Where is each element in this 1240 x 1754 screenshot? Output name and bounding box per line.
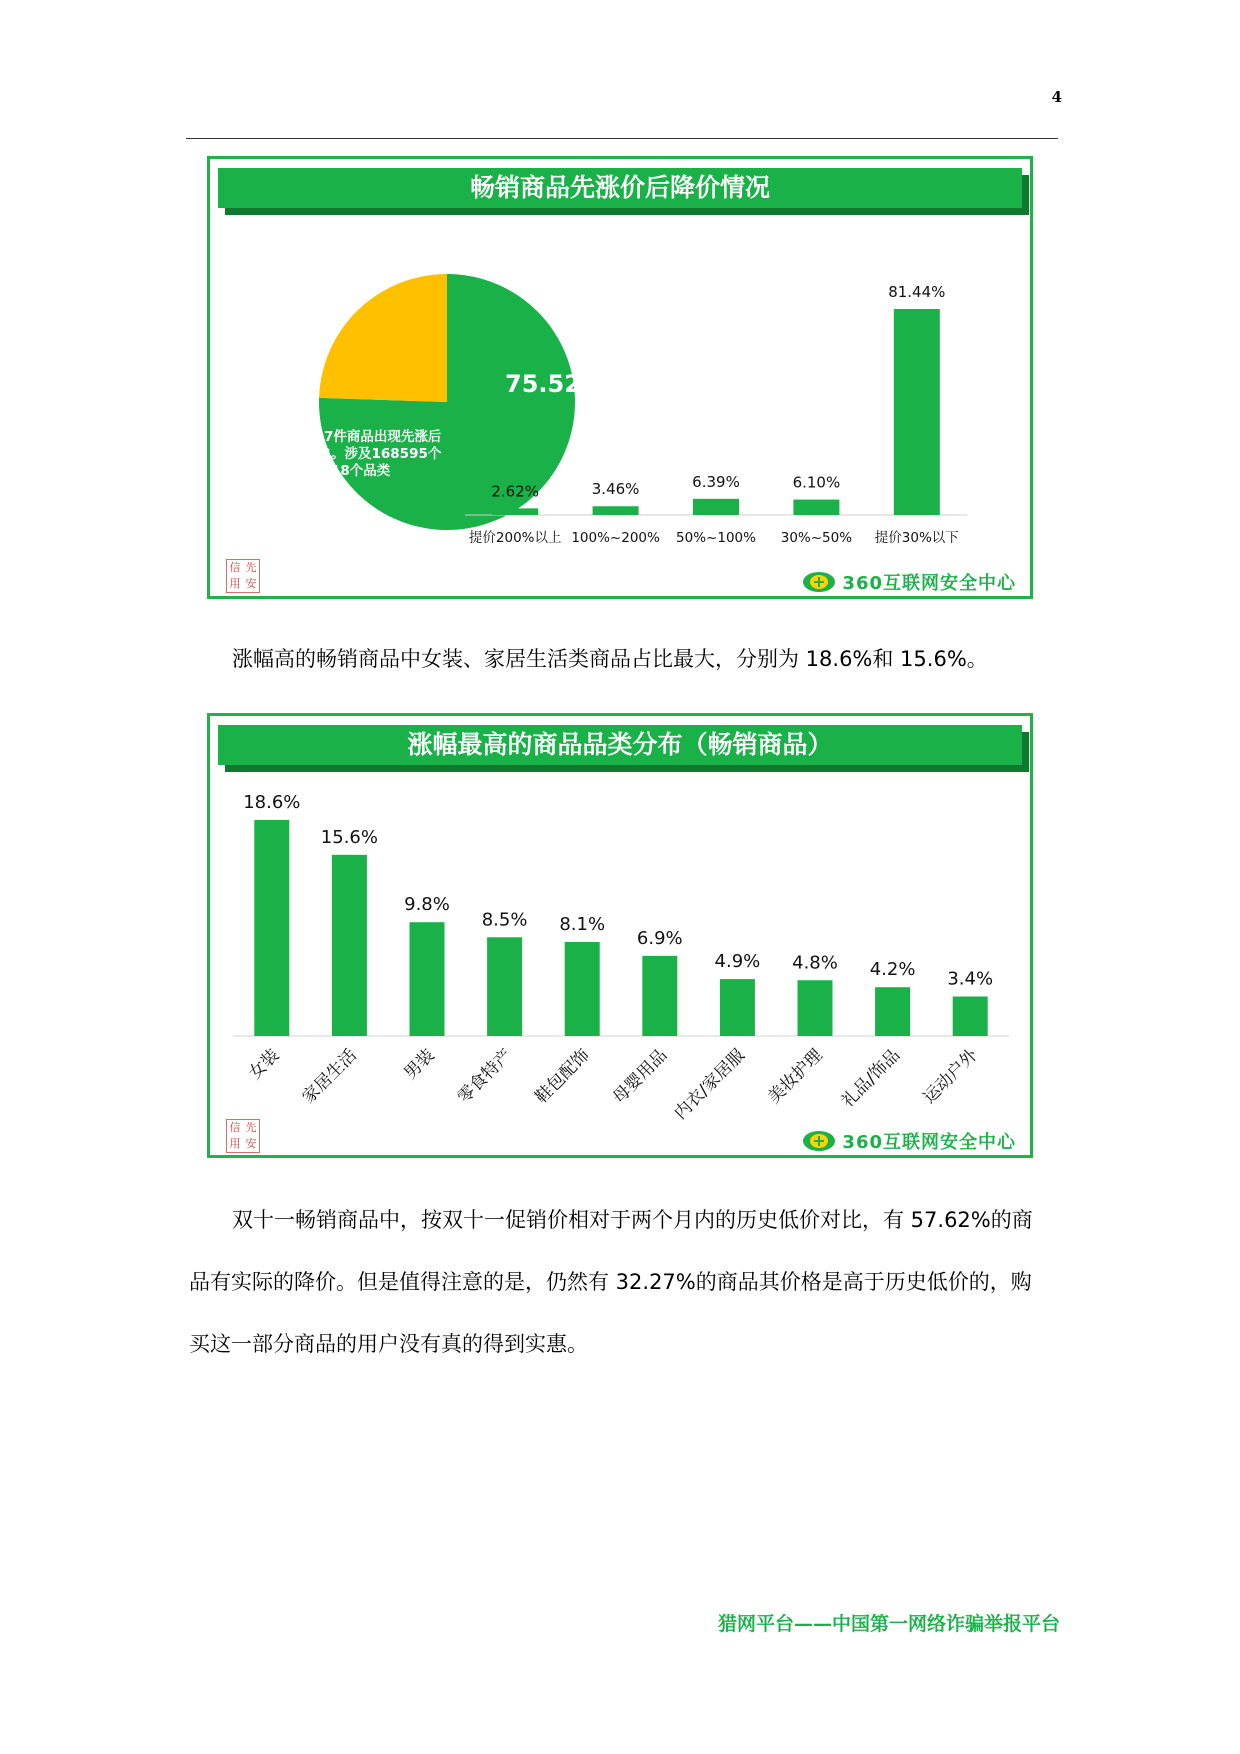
bar-data-label: 15.6%: [320, 826, 378, 848]
x-tick-label: 提价30%以下: [874, 530, 959, 546]
chart-category-bars: [210, 716, 1030, 1155]
x-tick-label: 美妆护理: [764, 1045, 827, 1108]
bar-data-label: 3.4%: [947, 968, 994, 990]
bar-data-label: 6.39%: [692, 472, 740, 491]
footer-slogan: 猎网平台——中国第一网络诈骗举报平台: [717, 1613, 1060, 1635]
shield-logo-icon: [802, 571, 836, 593]
brand-logo: [802, 1128, 1016, 1154]
pie-slice-label: 75.52%: [505, 370, 605, 398]
shield-logo-icon: [802, 1130, 836, 1152]
bar: [565, 942, 600, 1036]
brand-name: 360互联网安全中心: [842, 1132, 1016, 1153]
x-tick-label: 运动户外: [919, 1045, 982, 1108]
bar-data-label: 81.44%: [888, 283, 946, 301]
bar-data-label: 6.10%: [792, 473, 841, 492]
seal-stamp: 信 先 用 安: [226, 1119, 260, 1153]
x-tick-label: 女装: [245, 1045, 284, 1084]
bar-data-label: 9.8%: [404, 894, 450, 916]
bar: [487, 937, 522, 1036]
bar-data-label: 2.62%: [491, 482, 540, 501]
bar-data-label: 3.46%: [591, 480, 640, 499]
bar-data-label: 4.9%: [714, 951, 761, 973]
chart-title: 涨幅最高的商品品类分布（畅销商品）: [407, 730, 833, 759]
bar: [894, 309, 940, 515]
x-tick-label: 家居生活: [298, 1045, 361, 1108]
x-tick-label: 提价200%以上: [468, 530, 562, 546]
header-rule: [186, 138, 1058, 139]
chart-pie-and-bars: [210, 159, 1030, 596]
bar: [410, 922, 445, 1036]
x-tick-label: 100%~200%: [571, 530, 660, 546]
x-tick-label: 50%~100%: [676, 530, 756, 546]
bar-data-label: 6.9%: [636, 927, 683, 949]
bar-data-label: 4.8%: [792, 952, 838, 974]
bar-data-label: 18.6%: [243, 792, 301, 813]
pie-annotation-line: 降的现象。涉及168595个: [277, 446, 442, 462]
bar-data-label: 4.2%: [869, 959, 916, 981]
paragraph-2-line-2: 品有实际的降价。但是值得注意的是，仍然有 32.27%的商品其价格是高于历史低价的，购: [189, 1270, 1032, 1294]
bar-data-label: 8.5%: [481, 909, 528, 931]
paragraph-2-line-1: 双十一畅销商品中，按双十一促销价相对于两个月内的历史低价对比，有 57.62%的商: [232, 1208, 1033, 1232]
bar: [492, 508, 538, 515]
paragraph-2-line-3: 买这一部分商品的用户没有真的得到实惠。: [189, 1332, 588, 1356]
x-tick-label: 鞋包配饰: [531, 1045, 594, 1108]
x-tick-label: 内衣/家居服: [670, 1045, 749, 1124]
bar: [642, 956, 677, 1036]
chart-title: 畅销商品先涨价后降价情况: [469, 173, 770, 202]
figure-category-distribution: [207, 713, 1033, 1158]
pie-annotation-line: 商铺包含18个品类: [277, 463, 391, 479]
bar-data-label: 8.1%: [559, 913, 606, 935]
seal-stamp: 信 先 用 安: [226, 559, 260, 593]
bar: [875, 987, 910, 1036]
paragraph-1: 涨幅高的畅销商品中女装、家居生活类商品占比最大，分别为 18.6%和 15.6%。: [232, 647, 988, 671]
brand-name: 360互联网安全中心: [842, 573, 1016, 594]
bar: [693, 499, 739, 515]
bar: [720, 979, 755, 1036]
bar: [798, 980, 833, 1036]
pie-slice-1: [319, 274, 447, 402]
brand-logo: [802, 569, 1016, 595]
x-tick-label: 礼品/饰品: [837, 1045, 905, 1112]
page-number: 4: [1051, 88, 1062, 106]
bar: [953, 997, 988, 1036]
x-tick-label: 30%~50%: [780, 530, 853, 546]
bar: [254, 820, 289, 1036]
bar: [332, 855, 367, 1036]
bar: [793, 500, 839, 515]
pie-annotation-line: 681907件商品出现先涨后: [277, 429, 442, 445]
figure-price-change: [207, 156, 1033, 599]
x-tick-label: 母婴用品: [609, 1045, 672, 1108]
x-tick-label: 男装: [400, 1045, 439, 1084]
x-tick-label: 零食特产: [453, 1045, 517, 1108]
bar: [593, 506, 639, 515]
